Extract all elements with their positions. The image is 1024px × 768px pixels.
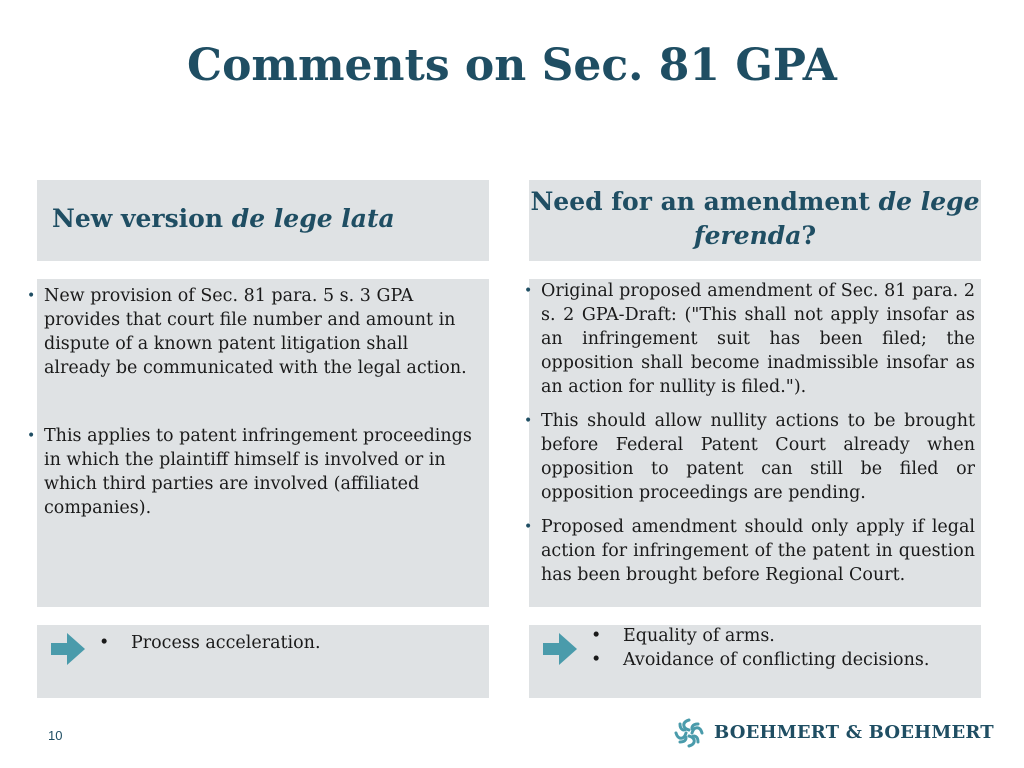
left-bullet-text: New provision of Sec. 81 para. 5 s. 3 GPA provides that court file number and amount in dispute of a known patent litigation shall already be communicated with the legal action.: [44, 286, 467, 378]
logo-text: BOEHMERT & BOEHMERT: [714, 722, 994, 743]
list-item: [27, 284, 479, 380]
boehmert-logo-icon: [672, 716, 706, 750]
list-item: [99, 631, 321, 655]
bullet-icon: •: [27, 428, 36, 444]
left-bullet-list: [27, 284, 479, 564]
right-bullet-text: This should allow nullity actions to be brought before Federal Patent Court already when opposition to patent can still be filed or opposition proceedings are pending.: [541, 411, 975, 503]
bullet-icon: •: [524, 519, 533, 535]
page-title: Comments on Sec. 81 GPA: [187, 40, 837, 91]
page-number: 10: [48, 728, 63, 743]
right-header-suffix: ?: [801, 221, 817, 250]
right-header-box: [529, 180, 981, 261]
left-header-box: [37, 180, 489, 261]
bullet-icon: •: [99, 633, 110, 653]
right-header-italic: de lege ferenda: [693, 187, 980, 250]
left-bullet-text: This applies to patent infringement proceedings in which the plaintiff himself is involved or in which third parties are involved (affiliated companies).: [44, 426, 472, 518]
left-header-plain: New version: [52, 204, 232, 233]
left-conclusion-text: Process acceleration.: [131, 633, 321, 653]
bullet-icon: •: [524, 283, 533, 299]
left-conclusion-list: [99, 631, 321, 655]
right-header-plain: Need for an amendment: [530, 187, 879, 216]
right-bullet-list: [524, 279, 975, 597]
company-logo: [672, 716, 994, 750]
bullet-icon: •: [524, 413, 533, 429]
list-item: [524, 279, 975, 399]
left-body-box: [27, 279, 489, 607]
right-conclusion-text: Avoidance of conflicting decisions.: [623, 650, 930, 670]
right-conclusion-text: Equality of arms.: [623, 626, 775, 646]
left-conclusion-box: [37, 625, 489, 698]
right-body-box: [524, 279, 981, 607]
right-conclusion-list: [591, 624, 929, 672]
right-header: [529, 185, 981, 253]
bullet-icon: •: [591, 626, 602, 646]
right-bullet-text: Proposed amendment should only apply if legal action for infringement of the patent in question has been brought before Regional Court.: [541, 517, 975, 585]
list-item: [591, 624, 929, 648]
right-conclusion-box: [529, 625, 981, 698]
list-item: [27, 424, 479, 520]
bullet-icon: •: [591, 650, 602, 670]
list-item: [524, 409, 975, 505]
right-arrow-icon: [543, 633, 577, 665]
bullet-icon: •: [27, 288, 36, 304]
right-bullet-text: Original proposed amendment of Sec. 81 para. 2 s. 2 GPA-Draft: ("This shall not apply insofar as an infringement suit has been filed; the opposition shall become inadmissible insofar as an action for nullity is filed.").: [541, 281, 975, 397]
list-item: [591, 648, 929, 672]
left-header: [52, 204, 395, 233]
left-header-italic: de lege lata: [231, 204, 395, 233]
list-item: [524, 515, 975, 587]
right-arrow-icon: [51, 633, 85, 665]
